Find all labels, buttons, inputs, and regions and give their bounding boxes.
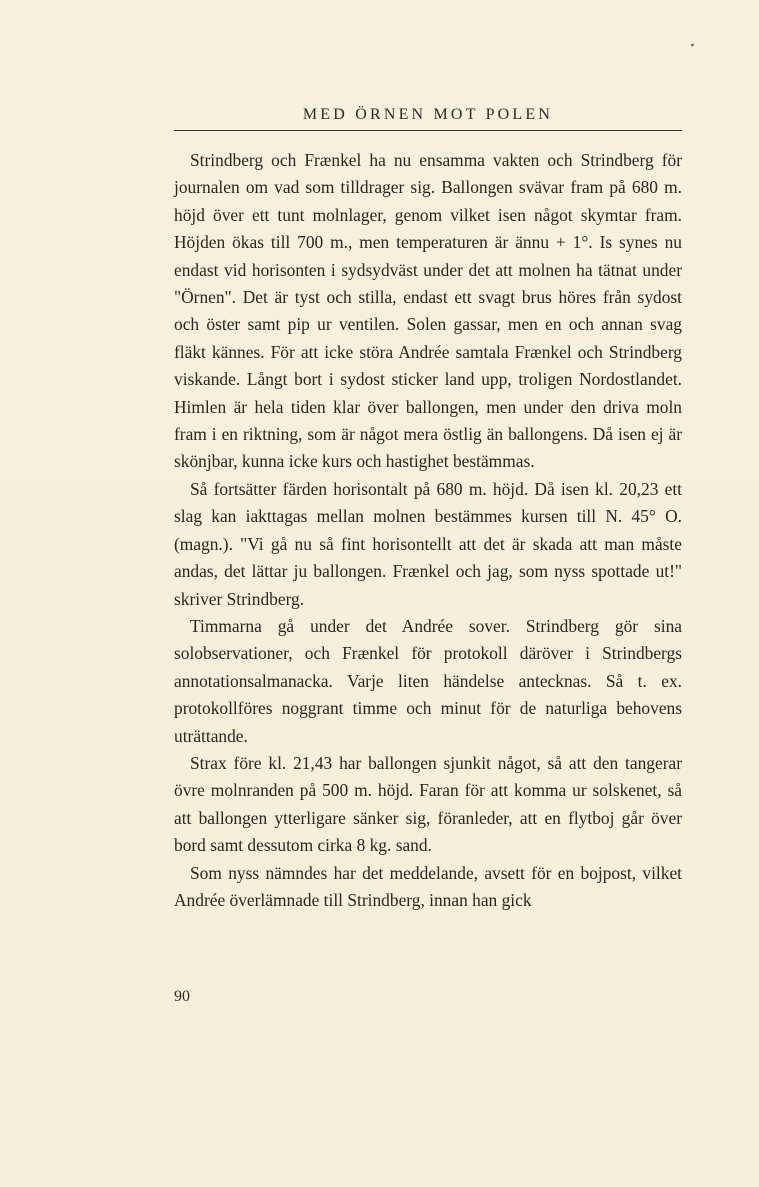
page-number: 90 (174, 988, 190, 1005)
running-head: MED ÖRNEN MOT POLEN (302, 106, 554, 123)
paragraph: Timmarna gå under det Andrée sover. Strindberg gör sina solobservationer, och Frænkel för protokoll däröver i Strindbergs annotationsalmanacka. Varje liten händelse antecknas. Så t. ex. protokollföres noggrant timme och minut för de naturliga behovens uträttande. (174, 615, 682, 746)
header-rule (174, 130, 682, 131)
body-text (174, 147, 682, 914)
paragraph: Som nyss nämndes har det meddelande, avsett för en bojpost, vilket Andrée överlämnade till Strindberg, innan han gick (174, 862, 682, 910)
paragraph: Strindberg och Frænkel ha nu ensamma vakten och Strindberg för journalen om vad som tilldrager sig. Ballongen svävar fram på 680 m. höjd över ett tunt molnlager, genom vilket isen något skymtar fram. Höjden ökas till 700 m., men temperaturen är ännu + 1°. Is synes nu endast vid horisonten i sydsydväst under det att molnen ha tätnat under "Örnen". Det är tyst och stilla, endast ett svagt brus höres från sydost och öster samt pip ur ventilen. Solen gassar, men en och annan svag fläkt kännes. För att icke störa Andrée samtala Frænkel och Strindberg viskande. Långt bort i sydost sticker land upp, troligen Nordostlandet. Himlen är hela tiden klar över ballongen, men under den driva moln fram i en riktning, som är något mera östlig än ballongens. Då isen ej är skönjbar, kunna icke kurs och hastighet bestämmas. (174, 150, 682, 472)
ink-speck (691, 43, 695, 46)
paragraph: Strax före kl. 21,43 har ballongen sjunkit något, så att den tangerar övre molnranden på 500 m. höjd. Faran för att komma ur solskenet, så att ballongen ytterligare sänker sig, föranleder, att en flytboj går över bord samt dessutom cirka 8 kg. sand. (174, 752, 682, 856)
paragraph: Så fortsätter färden horisontalt på 680 m. höjd. Då isen kl. 20,23 ett slag kan iakttagas mellan molnen bestämmes kursen till N. 45° O. (magn.). "Vi gå nu så fint horisontellt att det är skada att man måste andas, det lättar ju ballongen. Frænkel och jag, som nyss spottade ut!" skriver Strindberg. (174, 478, 682, 609)
